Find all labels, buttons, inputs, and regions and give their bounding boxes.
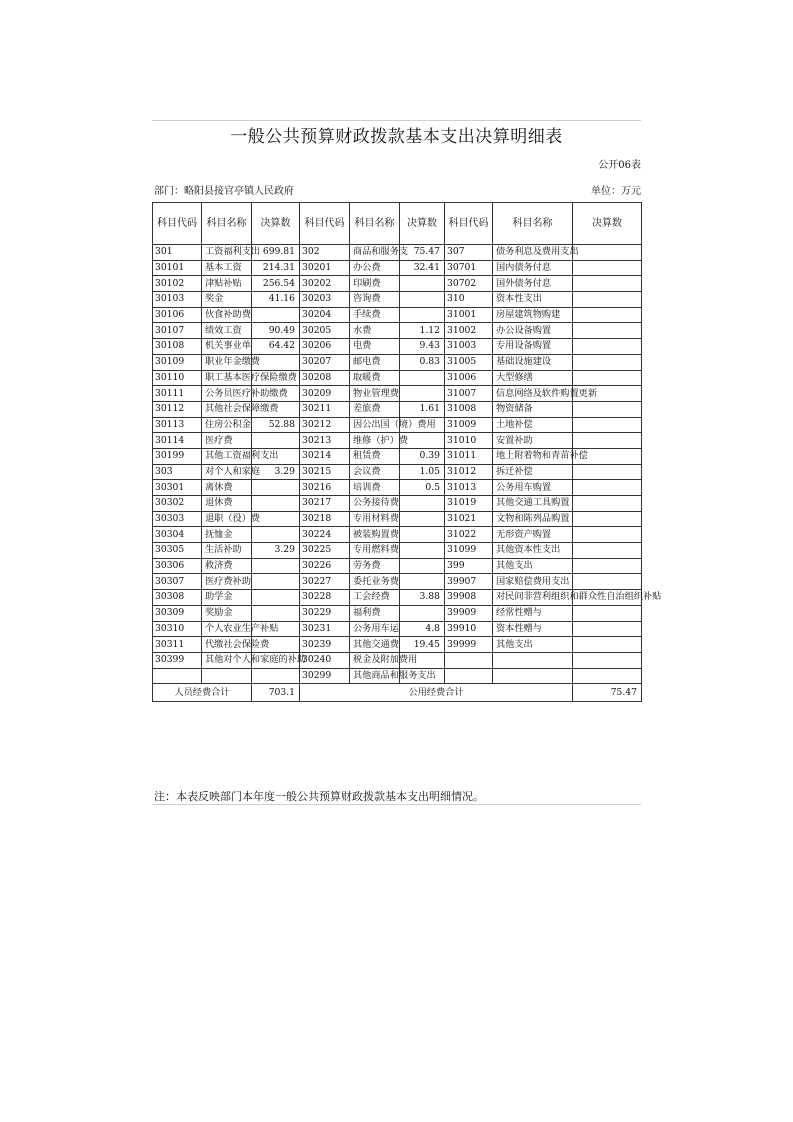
cell-name: 国家赔偿费用支出	[493, 574, 573, 590]
cell-name: 公务用车运	[350, 621, 400, 637]
cell-name: 工会经费	[350, 590, 400, 606]
cell-name: 基本工资	[202, 260, 252, 276]
cell-name: 被装购置费	[350, 527, 400, 543]
table-row	[153, 558, 642, 574]
cell-value	[252, 527, 300, 543]
cell-code: 30226	[300, 558, 350, 574]
cell-value	[573, 292, 642, 308]
cell-name: 拆迁补偿	[493, 464, 573, 480]
cell-code: 30212	[300, 417, 350, 433]
cell-code: 30112	[153, 401, 202, 417]
cell-code: 30107	[153, 323, 202, 339]
header-cell: 决算数	[573, 203, 642, 245]
cell-value: 41.16	[252, 292, 300, 308]
cell-value	[400, 527, 445, 543]
cell-value	[573, 417, 642, 433]
cell-code: 30229	[300, 605, 350, 621]
cell-code: 39909	[445, 605, 493, 621]
cell-name: 伙食补助费	[202, 307, 252, 323]
cell-name: 对民间非营利组织和群众性自治组织补贴	[493, 590, 573, 606]
cell-name: 经常性赠与	[493, 605, 573, 621]
cell-code: 30102	[153, 276, 202, 292]
table-row	[153, 370, 642, 386]
cell-code: 30199	[153, 448, 202, 464]
cell-code: 30211	[300, 401, 350, 417]
cell-name: 其他社会保障缴费	[202, 401, 252, 417]
cell-value	[400, 511, 445, 527]
cell-code: 310	[445, 292, 493, 308]
cell-name: 抚恤金	[202, 527, 252, 543]
cell-code: 30214	[300, 448, 350, 464]
cell-name: 津贴补贴	[202, 276, 252, 292]
cell-value	[573, 543, 642, 559]
table-row	[153, 386, 642, 402]
cell-value: 0.39	[400, 448, 445, 464]
cell-value	[400, 292, 445, 308]
table-row	[153, 605, 642, 621]
cell-code	[445, 668, 493, 684]
personnel-total-value: 703.1	[252, 684, 300, 702]
cell-code: 30308	[153, 590, 202, 606]
cell-value	[400, 276, 445, 292]
cell-name: 其他商品和服务支出	[350, 668, 400, 684]
cell-value	[252, 590, 300, 606]
cell-value	[400, 558, 445, 574]
cell-code: 30302	[153, 496, 202, 512]
cell-code: 31019	[445, 496, 493, 512]
cell-value	[400, 307, 445, 323]
cell-value: 52.88	[252, 417, 300, 433]
cell-code: 39908	[445, 590, 493, 606]
cell-code: 30306	[153, 558, 202, 574]
table-row	[153, 511, 642, 527]
header-cell: 决算数	[252, 203, 300, 245]
cell-name: 劳务费	[350, 558, 400, 574]
cell-name: 债务利息及费用支出	[493, 245, 573, 261]
cell-name: 电费	[350, 339, 400, 355]
cell-name	[493, 652, 573, 668]
expenditure-table	[152, 202, 662, 702]
cell-name: 其他资本性支出	[493, 543, 573, 559]
cell-value	[400, 496, 445, 512]
cell-value: 1.12	[400, 323, 445, 339]
cell-name: 公务接待费	[350, 496, 400, 512]
header-cell: 科目名称	[202, 203, 252, 245]
cell-code: 30701	[445, 260, 493, 276]
cell-code: 30216	[300, 480, 350, 496]
cell-name: 福利费	[350, 605, 400, 621]
table-row	[153, 260, 642, 276]
cell-value: 699.81	[252, 245, 300, 261]
cell-code: 303	[153, 464, 202, 480]
cell-code: 30218	[300, 511, 350, 527]
cell-name: 水费	[350, 323, 400, 339]
cell-value: 0.5	[400, 480, 445, 496]
cell-code: 301	[153, 245, 202, 261]
cell-name: 培训费	[350, 480, 400, 496]
cell-code: 30213	[300, 433, 350, 449]
cell-name: 因公出国（境）费用	[350, 417, 400, 433]
cell-value	[573, 370, 642, 386]
cell-name: 医疗费补助	[202, 574, 252, 590]
cell-name: 职业年金缴费	[202, 354, 252, 370]
cell-value: 3.88	[400, 590, 445, 606]
public-total-label: 公用经费合计	[300, 684, 573, 702]
cell-code: 31002	[445, 323, 493, 339]
cell-value	[252, 480, 300, 496]
report-title: 一般公共预算财政拨款基本支出决算明细表	[152, 120, 641, 153]
cell-value	[573, 668, 642, 684]
cell-value: 256.54	[252, 276, 300, 292]
cell-code: 30206	[300, 339, 350, 355]
cell-name: 维修（护）费	[350, 433, 400, 449]
cell-name: 其他交通费	[350, 637, 400, 653]
cell-name: 资本性支出	[493, 292, 573, 308]
cell-name: 住房公积金	[202, 417, 252, 433]
cell-name: 办公费	[350, 260, 400, 276]
cell-code: 31005	[445, 354, 493, 370]
cell-name: 专用材料费	[350, 511, 400, 527]
cell-code	[153, 668, 202, 684]
table-row	[153, 433, 642, 449]
cell-code: 31013	[445, 480, 493, 496]
cell-value	[573, 401, 642, 417]
table-row	[153, 496, 642, 512]
cell-value	[573, 527, 642, 543]
cell-name: 安置补助	[493, 433, 573, 449]
header-cell: 科目代码	[153, 203, 202, 245]
cell-name: 公务用车购置	[493, 480, 573, 496]
cell-code: 30103	[153, 292, 202, 308]
totals-row	[153, 684, 642, 702]
header-cell: 决算数	[400, 203, 445, 245]
cell-value	[573, 245, 642, 261]
header-cell: 科目名称	[493, 203, 573, 245]
table-row	[153, 323, 642, 339]
cell-code: 31012	[445, 464, 493, 480]
cell-name: 对个人和家庭	[202, 464, 252, 480]
table-row	[153, 590, 642, 606]
cell-name: 差旅费	[350, 401, 400, 417]
table-row	[153, 448, 642, 464]
table-row	[153, 543, 642, 559]
unit-label: 单位：万元	[591, 186, 641, 197]
cell-code: 31022	[445, 527, 493, 543]
cell-value: 32.41	[400, 260, 445, 276]
cell-code: 30239	[300, 637, 350, 653]
table-row	[153, 417, 642, 433]
cell-code: 30111	[153, 386, 202, 402]
cell-value	[573, 464, 642, 480]
cell-value: 0.83	[400, 354, 445, 370]
cell-name: 个人农业生产补贴	[202, 621, 252, 637]
cell-value	[252, 668, 300, 684]
cell-code: 30702	[445, 276, 493, 292]
cell-value: 75.47	[400, 245, 445, 261]
department-label: 部门：略阳县接官亭镇人民政府	[154, 186, 294, 197]
cell-code: 31009	[445, 417, 493, 433]
cell-value	[573, 354, 642, 370]
cell-code: 30240	[300, 652, 350, 668]
table-code: 公开06表	[598, 160, 641, 171]
cell-name: 文物和陈列品购置	[493, 511, 573, 527]
cell-name: 房屋建筑物购建	[493, 307, 573, 323]
cell-value	[573, 260, 642, 276]
cell-value	[573, 574, 642, 590]
cell-name	[493, 668, 573, 684]
cell-value	[573, 511, 642, 527]
cell-value	[573, 558, 642, 574]
cell-value	[252, 496, 300, 512]
cell-code: 30110	[153, 370, 202, 386]
cell-value	[573, 637, 642, 653]
cell-name	[202, 668, 252, 684]
table-row	[153, 637, 642, 653]
cell-name: 邮电费	[350, 354, 400, 370]
cell-name: 委托业务费	[350, 574, 400, 590]
table-row	[153, 292, 642, 308]
cell-name: 咨询费	[350, 292, 400, 308]
cell-value: 4.8	[400, 621, 445, 637]
cell-code: 30209	[300, 386, 350, 402]
cell-code: 30203	[300, 292, 350, 308]
cell-value: 214.31	[252, 260, 300, 276]
cell-name: 物业管理费	[350, 386, 400, 402]
cell-code: 30108	[153, 339, 202, 355]
table-row	[153, 245, 642, 261]
cell-name: 专用设备购置	[493, 339, 573, 355]
cell-value: 90.49	[252, 323, 300, 339]
cell-code: 307	[445, 245, 493, 261]
cell-name: 退职（役）费	[202, 511, 252, 527]
cell-code: 30215	[300, 464, 350, 480]
cell-code: 30113	[153, 417, 202, 433]
cell-code: 30208	[300, 370, 350, 386]
table-row	[153, 574, 642, 590]
cell-code: 31021	[445, 511, 493, 527]
cell-code: 39907	[445, 574, 493, 590]
cell-code: 30114	[153, 433, 202, 449]
table-row	[153, 354, 642, 370]
cell-name: 退休费	[202, 496, 252, 512]
cell-value: 1.05	[400, 464, 445, 480]
cell-name: 国外债务付息	[493, 276, 573, 292]
cell-name: 取暖费	[350, 370, 400, 386]
cell-name: 其他交通工具购置	[493, 496, 573, 512]
cell-code: 30217	[300, 496, 350, 512]
table-row	[153, 480, 642, 496]
cell-value	[400, 370, 445, 386]
cell-name: 工资福利支出	[202, 245, 252, 261]
cell-value	[573, 621, 642, 637]
table-row	[153, 401, 642, 417]
cell-code: 39999	[445, 637, 493, 653]
cell-name: 无形资产购置	[493, 527, 573, 543]
cell-name: 大型修缮	[493, 370, 573, 386]
cell-name: 助学金	[202, 590, 252, 606]
cell-code: 30101	[153, 260, 202, 276]
cell-code: 31008	[445, 401, 493, 417]
header-row	[153, 203, 642, 245]
cell-name: 会议费	[350, 464, 400, 480]
cell-name: 税金及附加费用	[350, 652, 400, 668]
cell-value	[573, 480, 642, 496]
cell-code: 31010	[445, 433, 493, 449]
cell-name: 专用燃料费	[350, 543, 400, 559]
cell-code: 30305	[153, 543, 202, 559]
cell-code: 30304	[153, 527, 202, 543]
cell-code: 31011	[445, 448, 493, 464]
cell-value	[252, 433, 300, 449]
cell-value	[400, 574, 445, 590]
cell-name: 医疗费	[202, 433, 252, 449]
cell-value	[252, 307, 300, 323]
cell-value	[573, 323, 642, 339]
table-row	[153, 652, 642, 668]
cell-code: 30309	[153, 605, 202, 621]
cell-code: 30224	[300, 527, 350, 543]
header-cell: 科目代码	[445, 203, 493, 245]
cell-name: 职工基本医疗保险缴费	[202, 370, 252, 386]
cell-name: 其他支出	[493, 637, 573, 653]
personnel-total-label: 人员经费合计	[153, 684, 252, 702]
cell-name: 奖励金	[202, 605, 252, 621]
cell-value	[573, 433, 642, 449]
cell-name: 印刷费	[350, 276, 400, 292]
cell-value: 3.29	[252, 543, 300, 559]
cell-code: 31006	[445, 370, 493, 386]
cell-name: 土地补偿	[493, 417, 573, 433]
cell-value: 9.43	[400, 339, 445, 355]
cell-name: 其他支出	[493, 558, 573, 574]
cell-code: 30227	[300, 574, 350, 590]
cell-code: 30310	[153, 621, 202, 637]
cell-code: 30228	[300, 590, 350, 606]
cell-value: 64.42	[252, 339, 300, 355]
cell-code: 30201	[300, 260, 350, 276]
cell-name: 其他工资福利支出	[202, 448, 252, 464]
table-row	[153, 527, 642, 543]
bottom-rule	[152, 804, 641, 805]
cell-name: 基础设施建设	[493, 354, 573, 370]
cell-code: 30231	[300, 621, 350, 637]
cell-value	[573, 652, 642, 668]
table-row	[153, 307, 642, 323]
cell-value	[400, 386, 445, 402]
cell-code: 30106	[153, 307, 202, 323]
cell-name: 奖金	[202, 292, 252, 308]
cell-name: 机关事业单	[202, 339, 252, 355]
cell-code: 30225	[300, 543, 350, 559]
cell-value	[252, 605, 300, 621]
cell-value	[573, 339, 642, 355]
cell-value	[573, 496, 642, 512]
table-row	[153, 464, 642, 480]
cell-name: 救济费	[202, 558, 252, 574]
cell-name: 商品和服务支	[350, 245, 400, 261]
cell-code: 30307	[153, 574, 202, 590]
cell-code: 30299	[300, 668, 350, 684]
cell-value: 19.45	[400, 637, 445, 653]
cell-name: 国内债务付息	[493, 260, 573, 276]
cell-code: 30301	[153, 480, 202, 496]
table-row	[153, 339, 642, 355]
cell-name: 手续费	[350, 307, 400, 323]
cell-code: 30399	[153, 652, 202, 668]
cell-code: 30207	[300, 354, 350, 370]
cell-name: 办公设备购置	[493, 323, 573, 339]
cell-name: 生活补助	[202, 543, 252, 559]
cell-code: 31099	[445, 543, 493, 559]
cell-name: 其他对个人和家庭的补助	[202, 652, 252, 668]
cell-code: 30311	[153, 637, 202, 653]
cell-code: 30303	[153, 511, 202, 527]
cell-code	[445, 652, 493, 668]
cell-code: 31001	[445, 307, 493, 323]
cell-code: 30204	[300, 307, 350, 323]
table-note: 注：本表反映部门本年度一般公共预算财政拨款基本支出明细情况。	[154, 790, 484, 803]
table-row	[153, 668, 642, 684]
cell-name: 信息网络及软件购置更新	[493, 386, 573, 402]
table-row	[153, 621, 642, 637]
cell-value	[252, 574, 300, 590]
cell-name: 离休费	[202, 480, 252, 496]
cell-value: 3.29	[252, 464, 300, 480]
header-cell: 科目代码	[300, 203, 350, 245]
cell-name: 租赁费	[350, 448, 400, 464]
cell-code: 31003	[445, 339, 493, 355]
cell-code: 30109	[153, 354, 202, 370]
header-cell: 科目名称	[350, 203, 400, 245]
cell-value	[400, 543, 445, 559]
cell-code: 302	[300, 245, 350, 261]
cell-value	[400, 605, 445, 621]
cell-value: 1.61	[400, 401, 445, 417]
cell-name: 资本性赠与	[493, 621, 573, 637]
cell-value	[573, 605, 642, 621]
cell-code: 399	[445, 558, 493, 574]
cell-name: 代缴社会保险费	[202, 637, 252, 653]
table-row	[153, 276, 642, 292]
cell-name: 绩效工资	[202, 323, 252, 339]
cell-code: 31007	[445, 386, 493, 402]
cell-value	[573, 276, 642, 292]
cell-value	[252, 558, 300, 574]
cell-name: 物资储备	[493, 401, 573, 417]
cell-name: 公务员医疗补助缴费	[202, 386, 252, 402]
cell-code: 39910	[445, 621, 493, 637]
cell-code: 30205	[300, 323, 350, 339]
cell-code: 30202	[300, 276, 350, 292]
public-total-value: 75.47	[573, 684, 642, 702]
cell-name: 地上附着物和青苗补偿	[493, 448, 573, 464]
cell-value	[573, 307, 642, 323]
